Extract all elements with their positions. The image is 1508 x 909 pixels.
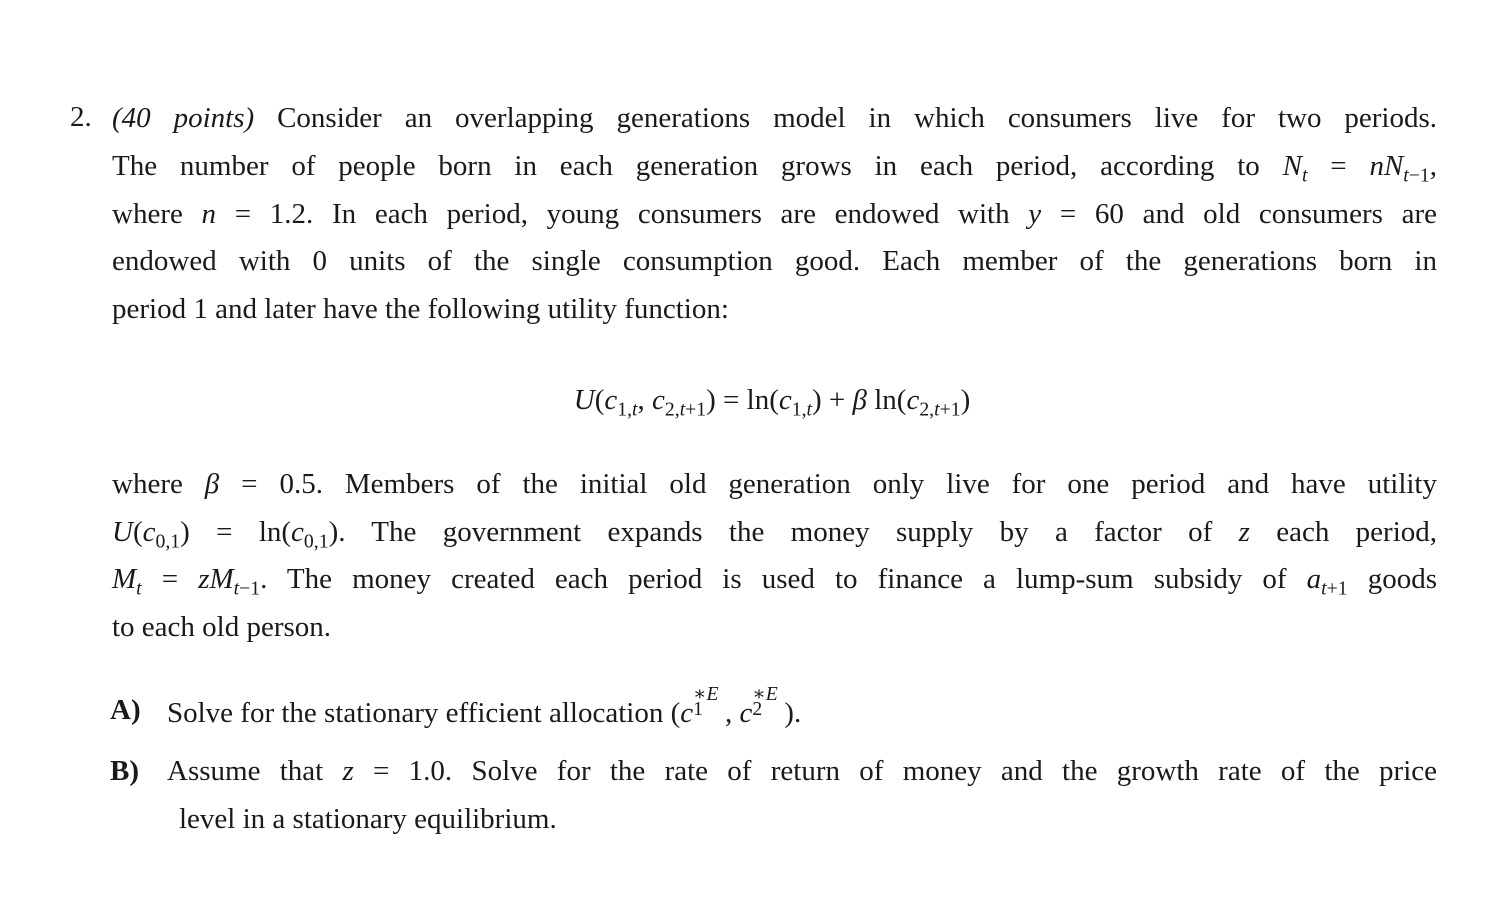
after-line-3 (112, 562, 1437, 600)
after-text-2c: each period, (1249, 516, 1438, 548)
after-text-4: to each old person. (112, 611, 332, 643)
money-supply-equation: $M_t = zM_{t-1}$. (112, 563, 268, 600)
intro-text-3a: where (112, 198, 202, 230)
part-b-text-b: = 1.0. Solve for the rate of return of money and the growth rate of the price (353, 755, 1437, 787)
intro-text-4: endowed with 0 units of the single consumption good. Each member of the generations born in (112, 245, 1437, 277)
after-line-4 (112, 610, 331, 644)
part-b-text-a: Assume that (167, 755, 343, 787)
var-n: n (201, 198, 217, 230)
var-beta: β (204, 468, 220, 500)
intro-text-1: Consider an overlapping generations model in which consumers live for two periods. (254, 102, 1438, 134)
intro-line-3 (112, 197, 1437, 231)
part-a-label: A) (110, 694, 141, 726)
intro-line-5 (112, 292, 729, 326)
intro-text-3c: = 60 and old consumers are (1041, 198, 1438, 230)
part-b-text-line2: level in a stationary equilibrium. (179, 803, 557, 835)
growth-equation: $N_t = nN_{t-1}$, (1282, 150, 1437, 187)
part-b-line-2 (179, 802, 557, 836)
question-number: 2. (70, 101, 92, 133)
part-b-label: B) (110, 755, 139, 787)
utility-equation: $U(c_{1,t}$, $c_{2,t+1}) = \ln(c_{1,t}) + \beta$ $\ln(c_{2,t+1})$ (573, 384, 971, 421)
after-text-3b: The money created each period is used to finance a lump-sum subsidy of (267, 563, 1307, 595)
after-text-1b: = 0.5. Members of the initial old generation only live for one period and have utility (219, 468, 1437, 500)
after-text-2b: The government expands the money supply by a factor of (345, 516, 1239, 548)
var-y: y (1028, 198, 1042, 230)
after-line-2 (112, 515, 1438, 553)
subsidy-var: $a_{t+1}$ (1306, 563, 1348, 600)
after-text-1a: where (112, 468, 205, 500)
after-line-1 (112, 467, 1437, 501)
part-a-text (167, 682, 802, 730)
efficient-allocation: (c ∗E 1 , c ∗E 2 ) (670, 682, 794, 729)
part-a-text-a: Solve for the stationary efficient allocation (167, 697, 671, 729)
intro-line-4 (112, 244, 1437, 278)
initial-old-utility: $U(c_{0,1}) = \ln(c_{0,1})$. (112, 516, 346, 553)
after-text-3c: goods (1347, 563, 1437, 595)
intro-text-3b: = 1.2. In each period, young consumers are endowed with (216, 198, 1029, 230)
part-b-line-1 (167, 754, 1437, 788)
intro-text-5: period 1 and later have the following utility function: (112, 293, 729, 325)
part-a-text-b: . (793, 697, 802, 729)
points-label: (40 points) (112, 102, 255, 134)
var-z-part-b: z (342, 755, 354, 787)
intro-line-1 (112, 101, 1437, 135)
var-z: z (1238, 516, 1250, 548)
intro-line-2 (112, 149, 1437, 187)
intro-text-2: The number of people born in each generation grows in each period, according to (112, 150, 1283, 182)
